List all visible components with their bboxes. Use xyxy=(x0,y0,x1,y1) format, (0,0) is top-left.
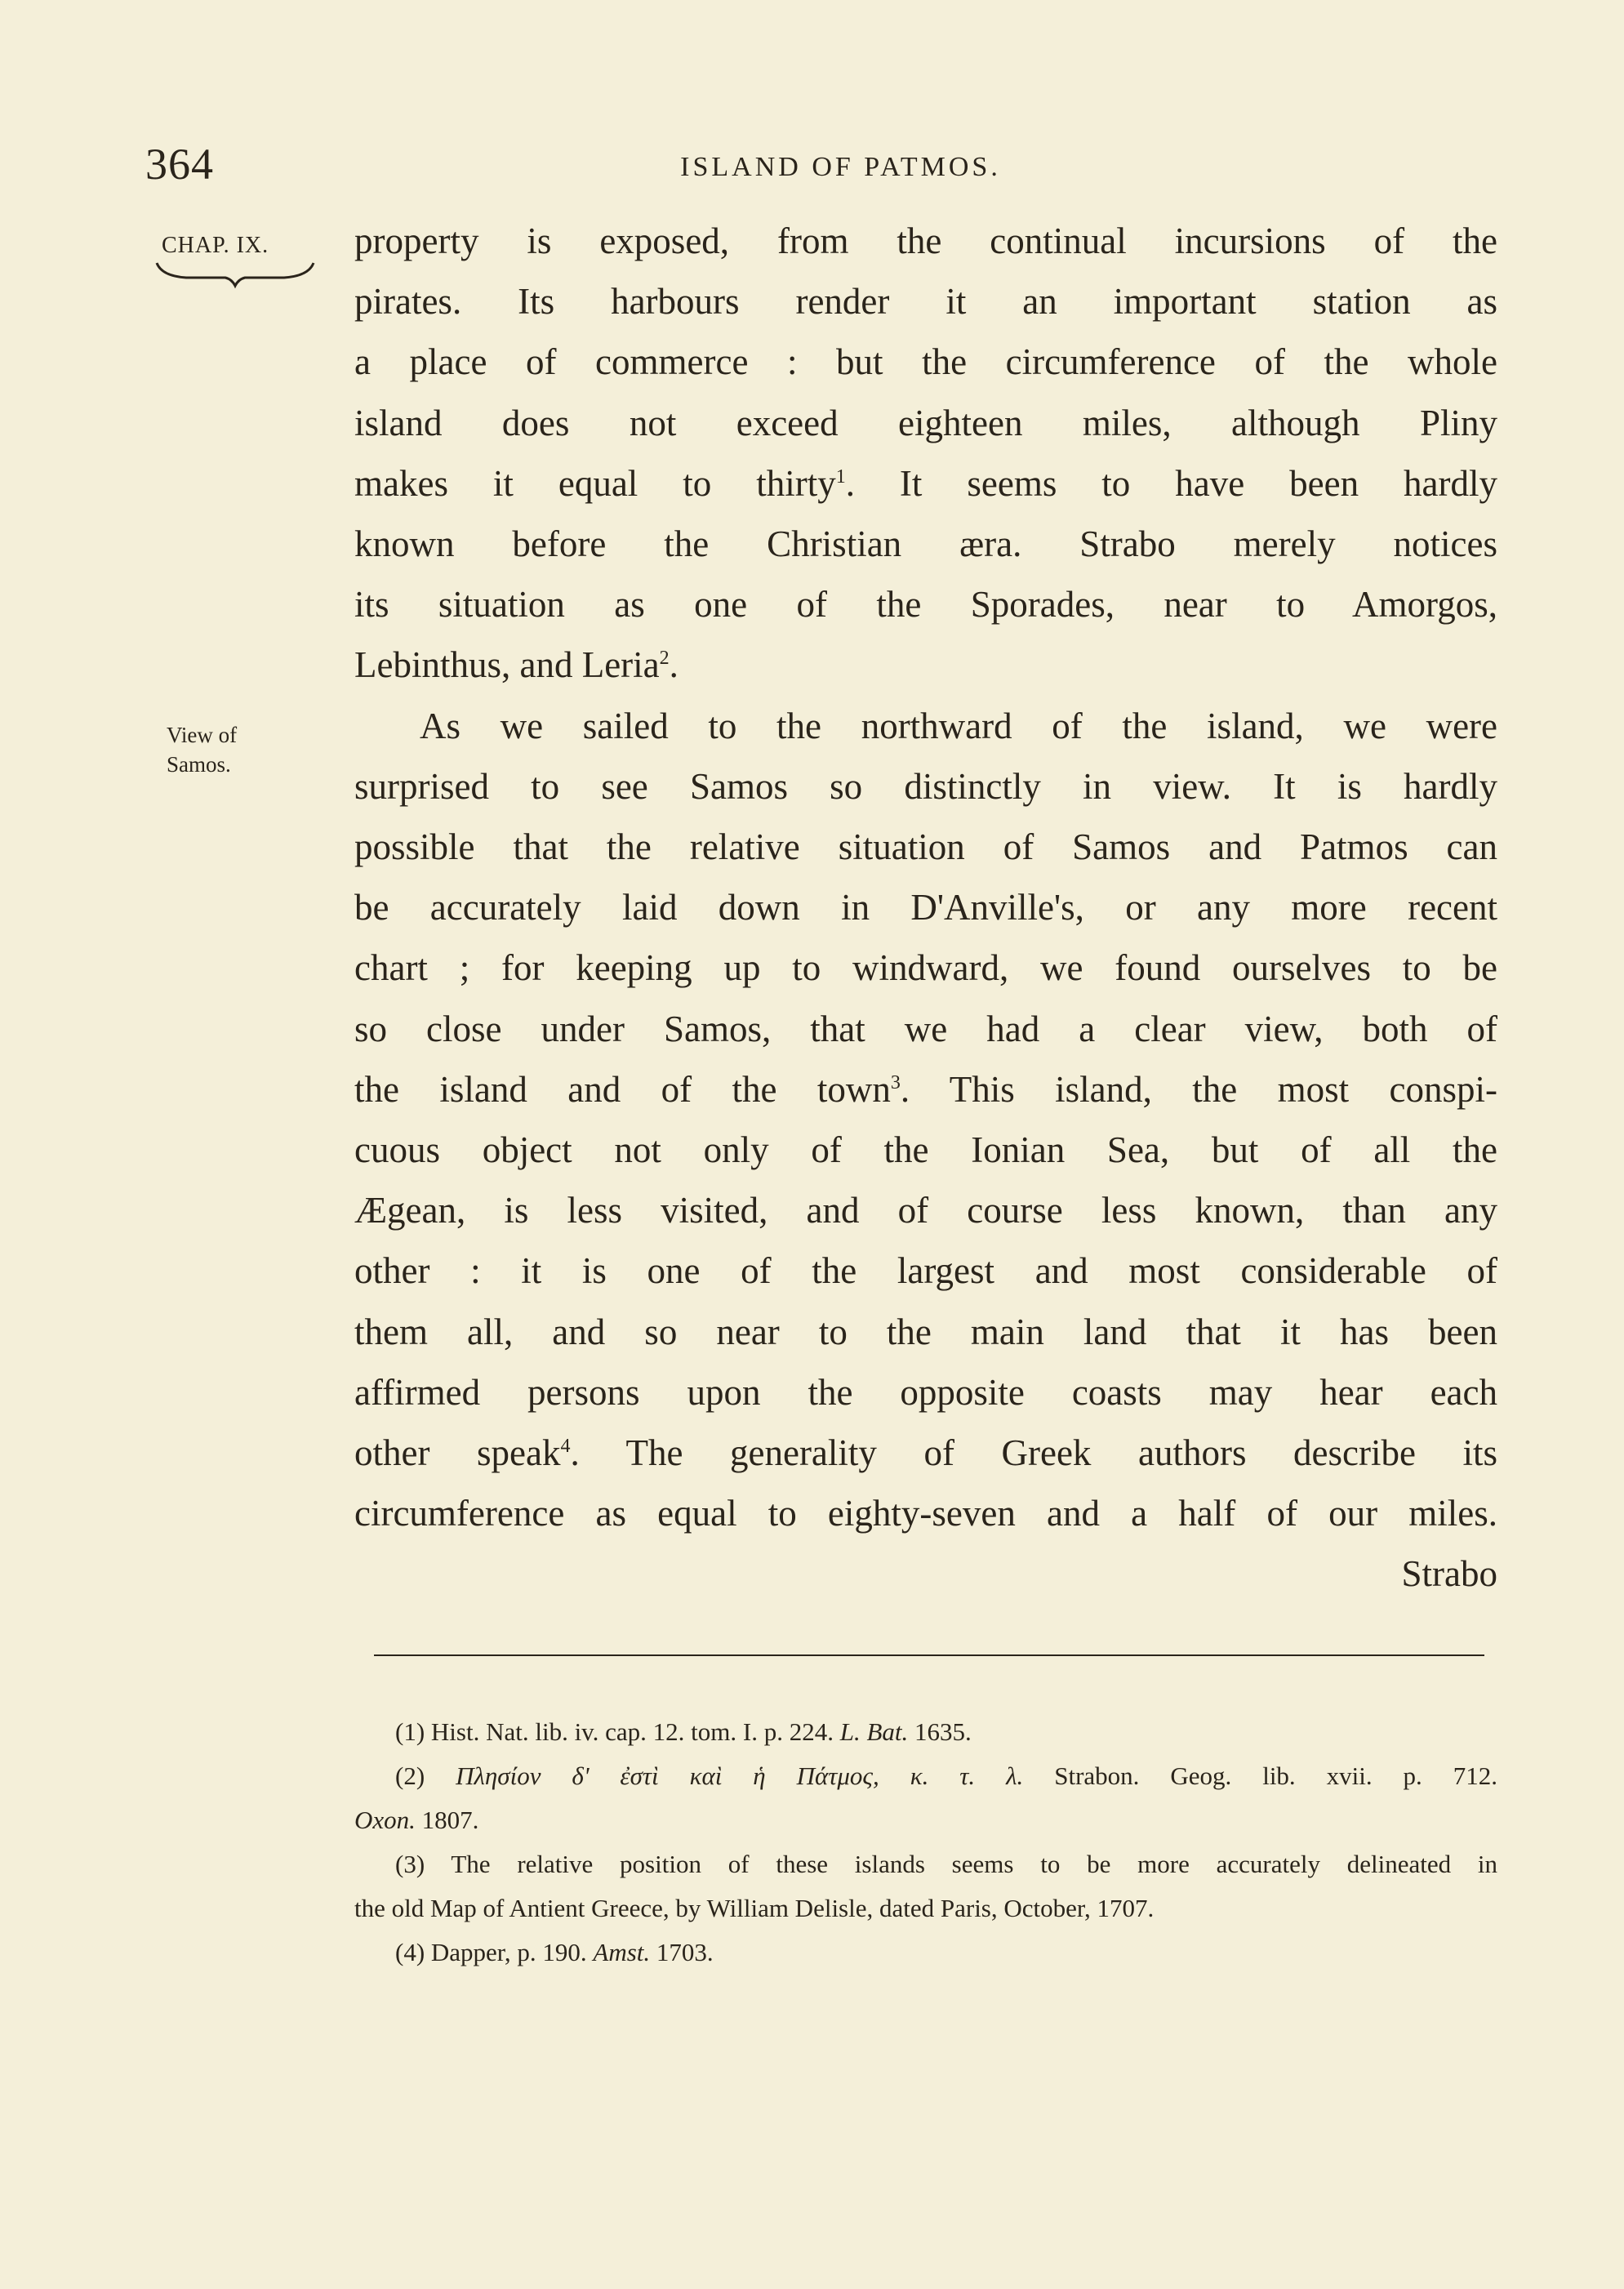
text-fragment: . This island, the most conspi- xyxy=(900,1068,1497,1110)
footnote-text: Strabon. Geog. lib. xvii. p. 712. xyxy=(1054,1761,1498,1790)
text-line: so close under Samos, that we had a clear view, both of xyxy=(354,1008,1497,1049)
footnote-number: (3) xyxy=(395,1850,425,1878)
text-line xyxy=(354,453,1497,514)
footnote-italic: Amst. xyxy=(593,1938,651,1966)
text-line: surprised to see Samos so distinctly in view. It is hardly xyxy=(354,765,1497,807)
footnote-text: Hist. Nat. lib. iv. cap. 12. tom. I. p. 224. xyxy=(430,1717,834,1746)
brace-ornament xyxy=(154,260,317,289)
text-line: possible that the relative situation of Samos and Patmos can xyxy=(354,826,1497,868)
text-line xyxy=(354,1059,1497,1120)
footnote-ref-4[interactable]: 4 xyxy=(560,1436,571,1458)
text-fragment: other speak xyxy=(354,1432,561,1474)
text-line: As we sailed to the northward of the island, we were xyxy=(420,705,1497,746)
footnote-4 xyxy=(354,1931,1497,1975)
text-line: circumference as equal to eighty-seven and a half of our miles. xyxy=(354,1493,1497,1534)
footnote-ref-3[interactable]: 3 xyxy=(890,1071,901,1093)
text-line: island does not exceed eighteen miles, although Pliny xyxy=(354,402,1497,443)
text-line: pirates. Its harbours render it an important station as xyxy=(354,281,1497,323)
footnote-rule xyxy=(374,1654,1484,1656)
footnote-2 xyxy=(354,1754,1497,1798)
footnote-text: 1703. xyxy=(656,1938,714,1966)
footnote-1 xyxy=(354,1710,1497,1754)
text-line: known before the Christian æra. Strabo merely notices xyxy=(354,523,1497,565)
sidenote-view-of-samos xyxy=(167,720,237,779)
text-fragment: . It seems to have been hardly xyxy=(845,462,1497,504)
catchword: Strabo xyxy=(1401,1553,1497,1595)
footnote-italic: Oxon. xyxy=(354,1806,416,1834)
footnote-text: The relative position of these islands seems to be more accurately delineated in xyxy=(451,1850,1497,1878)
footnote-number: (2) xyxy=(395,1761,425,1790)
body-text xyxy=(354,211,1497,1605)
text-line: other : it is one of the largest and most considerable of xyxy=(354,1250,1497,1292)
footnote-italic: L. Bat. xyxy=(839,1717,909,1746)
footnote-text: 1807. xyxy=(421,1806,479,1834)
footnote-number: (1) xyxy=(395,1717,425,1746)
page-number: 364 xyxy=(145,140,214,189)
text-fragment: Lebinthus, and Leria xyxy=(354,644,660,686)
text-line: property is exposed, from the continual incursions of the xyxy=(354,220,1497,261)
text-line: chart ; for keeping up to windward, we found ourselves to be xyxy=(354,947,1497,989)
text-line: its situation as one of the Sporades, near to Amorgos, xyxy=(354,584,1497,626)
text-line: Ægean, is less visited, and of course less known, than any xyxy=(354,1190,1497,1231)
text-line: them all, and so near to the main land that it has been xyxy=(354,1311,1497,1352)
sidenote-line-1: View of xyxy=(167,723,238,747)
text-fragment: the island and of the town xyxy=(354,1068,891,1110)
text-fragment: . The generality of Greek authors describe its xyxy=(570,1432,1498,1474)
text-line: cuous object not only of the Ionian Sea, but of all the xyxy=(354,1129,1497,1171)
text-line xyxy=(354,1423,1497,1483)
sidenote-line-2: Samos. xyxy=(167,752,231,777)
text-line: be accurately laid down in D'Anville's, or any more recent xyxy=(354,887,1497,929)
footnote-text: Dapper, p. 190. xyxy=(430,1938,587,1966)
footnote-3 xyxy=(354,1842,1497,1886)
text-fragment: . xyxy=(669,644,679,686)
chapter-label: CHAP. IX. xyxy=(162,233,269,258)
footnote-text: 1635. xyxy=(914,1717,972,1746)
text-line: a place of commerce : but the circumference of the whole xyxy=(354,341,1497,383)
footnote-greek: Πλησίον δ' ἐστὶ καὶ ἡ Πάτμος, κ. τ. λ. xyxy=(456,1761,1024,1790)
text-line: affirmed persons upon the opposite coasts may hear each xyxy=(354,1371,1497,1413)
footnote-2-cont xyxy=(354,1798,1497,1842)
footnote-number: (4) xyxy=(395,1938,425,1966)
footnotes xyxy=(354,1710,1497,1975)
text-line xyxy=(354,635,1497,695)
footnote-3-cont: the old Map of Antient Greece, by William Delisle, dated Paris, October, 1707. xyxy=(354,1894,1155,1922)
footnote-ref-1[interactable]: 1 xyxy=(835,465,846,488)
footnote-ref-2[interactable]: 2 xyxy=(659,648,670,670)
running-title: ISLAND OF PATMOS. xyxy=(680,152,1001,182)
text-fragment: makes it equal to thirty xyxy=(354,462,836,504)
